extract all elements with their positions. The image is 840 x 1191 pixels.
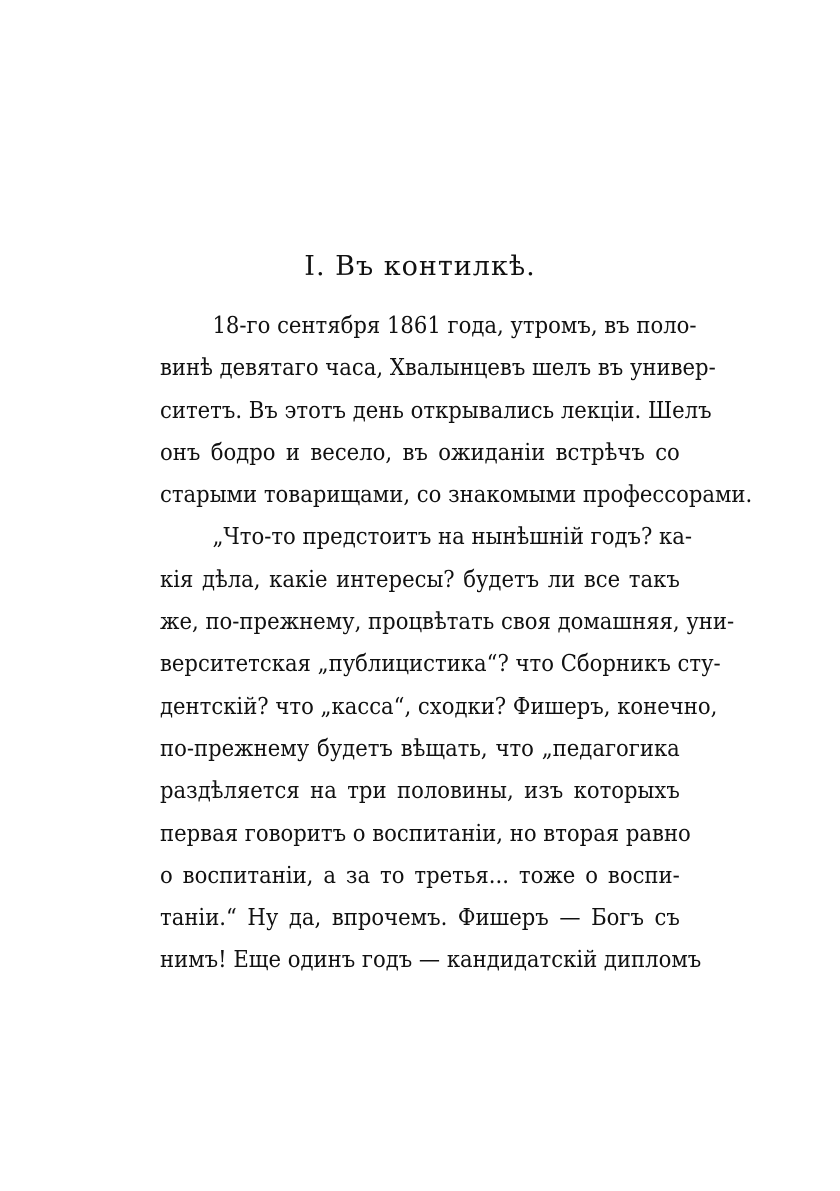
- text-line: верситетская „публицистика“? что Сборникъ сту-: [160, 651, 721, 678]
- text-line: раздѣляется на три половины, изъ которыхъ: [160, 778, 680, 805]
- text-line: дентскій? что „касса“, сходки? Фишеръ, конечно,: [160, 693, 718, 720]
- text-line: по-прежнему будетъ вѣщать, что „педагогика: [160, 735, 680, 762]
- body-text: [160, 305, 753, 982]
- chapter-title: I. Въ контилкѣ.: [304, 251, 536, 282]
- text-line: 18-го сентября 1861 года, утромъ, въ поло-: [212, 313, 697, 339]
- text-line: ситетъ. Въ этотъ день открывались лекціи. Шелъ: [160, 397, 712, 424]
- text-line: нимъ! Еще одинъ годъ — кандидатскій дипломъ: [160, 947, 702, 974]
- text-line: же, по-прежнему, процвѣтать своя домашняя, уни-: [160, 609, 735, 636]
- text-line: онъ бодро и весело, въ ожиданіи встрѣчъ со: [160, 439, 680, 466]
- text-line: винѣ девятаго часа, Хвалынцевъ шелъ въ универ-: [160, 355, 716, 382]
- text-line: первая говоритъ о воспитаніи, но вторая равно: [160, 820, 691, 847]
- text-line: о воспитаніи, а за то третья... тоже о воспи-: [160, 862, 680, 889]
- text-line: таніи.“ Ну да, впрочемъ. Фишеръ — Богъ съ: [160, 905, 680, 932]
- text-line: кія дѣла, какіе интересы? будетъ ли все такъ: [160, 566, 680, 593]
- text-line: „Что-то предстоитъ на нынѣшній годъ? ка-: [212, 524, 693, 551]
- text-line: старыми товарищами, со знакомыми профессорами.: [160, 482, 753, 509]
